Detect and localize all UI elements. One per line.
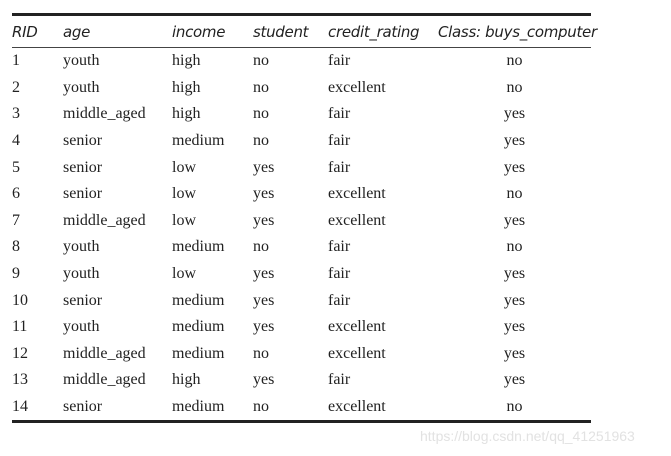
cell-class: yes: [503, 105, 526, 123]
table-row: [12, 314, 591, 341]
cell-class: yes: [503, 344, 526, 362]
cell-income: medium: [172, 398, 225, 416]
cell-credit-rating: excellent: [328, 398, 386, 416]
cell-credit-rating: fair: [328, 238, 351, 256]
cell-rid: 11: [12, 318, 28, 336]
cell-student: no: [253, 52, 269, 70]
table-row: [12, 261, 591, 288]
cell-income: medium: [172, 318, 225, 336]
data-table: [12, 13, 597, 423]
cell-class: yes: [503, 318, 526, 336]
cell-rid: 8: [12, 238, 20, 256]
cell-income: high: [172, 105, 201, 123]
cell-age: middle_aged: [63, 344, 146, 362]
header-student: student: [253, 15, 328, 48]
cell-age: middle_aged: [63, 105, 146, 123]
table-header: [12, 15, 597, 48]
cell-credit-rating: fair: [328, 52, 351, 70]
table-row: [12, 394, 591, 422]
cell-credit-rating: excellent: [328, 318, 386, 336]
cell-age: youth: [63, 318, 100, 336]
cell-credit-rating: excellent: [328, 185, 386, 203]
cell-age: senior: [63, 291, 103, 309]
cell-rid: 3: [12, 105, 20, 123]
cell-income: medium: [172, 132, 225, 150]
cell-age: senior: [63, 398, 103, 416]
cell-rid: 9: [12, 265, 20, 283]
cell-class: no: [506, 398, 523, 416]
cell-class: yes: [503, 158, 526, 176]
cell-income: high: [172, 78, 201, 96]
cell-credit-rating: fair: [328, 265, 351, 283]
cell-student: no: [253, 238, 269, 256]
table-row: [12, 154, 591, 181]
cell-student: no: [253, 78, 269, 96]
cell-income: low: [172, 211, 196, 229]
watermark: https://blog.csdn.net/qq_41251963: [420, 428, 635, 444]
cell-credit-rating: excellent: [328, 211, 386, 229]
cell-income: medium: [172, 291, 225, 309]
cell-class: no: [506, 185, 523, 203]
table-row: [12, 48, 591, 75]
cell-class: yes: [503, 211, 526, 229]
cell-class: yes: [503, 291, 526, 309]
cell-income: low: [172, 185, 196, 203]
cell-rid: 13: [12, 371, 28, 389]
cell-credit-rating: excellent: [328, 78, 386, 96]
cell-age: youth: [63, 78, 100, 96]
cell-student: yes: [253, 265, 275, 283]
cell-age: senior: [63, 185, 103, 203]
table-row: [12, 208, 591, 235]
cell-age: senior: [63, 158, 103, 176]
cell-credit-rating: fair: [328, 158, 351, 176]
cell-class: yes: [503, 265, 526, 283]
cell-student: no: [253, 344, 269, 362]
header-age: age: [63, 15, 172, 48]
table-row: [12, 234, 591, 261]
cell-student: yes: [253, 291, 275, 309]
cell-student: yes: [253, 185, 275, 203]
cell-student: yes: [253, 371, 275, 389]
cell-rid: 6: [12, 185, 20, 203]
cell-credit-rating: fair: [328, 105, 351, 123]
table-row: [12, 75, 591, 102]
cell-student: yes: [253, 318, 275, 336]
cell-class: no: [506, 238, 523, 256]
cell-age: middle_aged: [63, 371, 146, 389]
table-row: [12, 341, 591, 368]
cell-credit-rating: fair: [328, 291, 351, 309]
cell-student: no: [253, 105, 269, 123]
cell-income: low: [172, 158, 196, 176]
cell-age: youth: [63, 265, 100, 283]
cell-student: yes: [253, 158, 275, 176]
table-body: [12, 48, 591, 422]
cell-credit-rating: fair: [328, 132, 351, 150]
cell-age: middle_aged: [63, 211, 146, 229]
cell-rid: 7: [12, 211, 20, 229]
cell-income: medium: [172, 238, 225, 256]
cell-income: low: [172, 265, 196, 283]
cell-age: youth: [63, 238, 100, 256]
cell-student: no: [253, 132, 269, 150]
header-rid: RID: [12, 15, 63, 48]
cell-age: youth: [63, 52, 100, 70]
table-row: [12, 101, 591, 128]
cell-income: medium: [172, 344, 225, 362]
cell-class: yes: [503, 132, 526, 150]
cell-class: yes: [503, 371, 526, 389]
cell-credit-rating: fair: [328, 371, 351, 389]
cell-rid: 2: [12, 78, 20, 96]
header-credit-rating: credit_rating: [328, 15, 438, 48]
table-row: [12, 367, 591, 394]
cell-rid: 10: [12, 291, 28, 309]
cell-class: no: [506, 78, 523, 96]
cell-rid: 4: [12, 132, 20, 150]
cell-rid: 1: [12, 52, 20, 70]
cell-income: high: [172, 52, 201, 70]
table-row: [12, 181, 591, 208]
header-row: [12, 15, 591, 48]
cell-rid: 12: [12, 344, 28, 362]
cell-credit-rating: excellent: [328, 344, 386, 362]
cell-student: no: [253, 398, 269, 416]
table-row: [12, 287, 591, 314]
cell-rid: 14: [12, 398, 28, 416]
cell-income: high: [172, 371, 201, 389]
cell-student: yes: [253, 211, 275, 229]
table-row: [12, 128, 591, 155]
cell-age: senior: [63, 132, 103, 150]
header-income: income: [172, 15, 253, 48]
cell-rid: 5: [12, 158, 20, 176]
cell-class: no: [506, 52, 523, 70]
header-class-buys-computer: Class: buys_computer: [438, 15, 591, 48]
